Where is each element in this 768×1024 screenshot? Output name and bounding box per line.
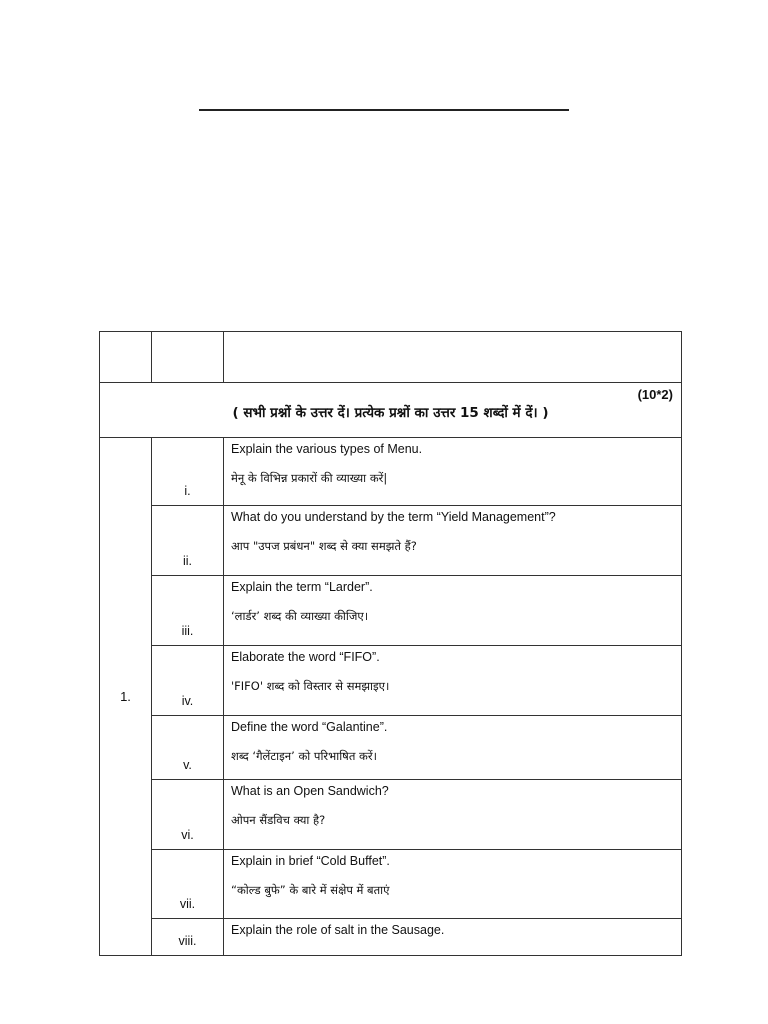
question-hindi: 'FIFO' शब्द को विस्तार से समझाइए।	[231, 679, 390, 693]
question-text-cell	[224, 438, 682, 506]
question-hindi: ओपन सैंडविच क्या है?	[231, 813, 326, 827]
question-hindi: मेनू के विभिन्न प्रकारों की व्याख्या करें|	[231, 471, 388, 485]
question-text-cell	[224, 646, 682, 716]
question-hindi: “कोल्ड बुफे” के बारे में संक्षेप में बताएं	[231, 883, 390, 897]
question-row	[100, 850, 682, 919]
header-rule	[199, 109, 569, 111]
instruction-text: ( सभी प्रश्नों के उत्तर दें। प्रत्येक प्रश्नों का उत्तर 15 शब्दों में दें। )	[232, 405, 549, 421]
sub-question-number: iv.	[152, 646, 224, 716]
blank-cell	[152, 332, 224, 383]
question-english: What do you understand by the term “Yield Management”?	[231, 510, 556, 524]
sub-question-number: v.	[152, 716, 224, 780]
question-row	[100, 780, 682, 850]
question-english: Explain in brief “Cold Buffet”.	[231, 854, 390, 868]
question-number: 1.	[100, 438, 152, 956]
question-english: Explain the various types of Menu.	[231, 442, 423, 456]
question-english: Define the word “Galantine”.	[231, 720, 388, 734]
blank-cell	[224, 332, 682, 383]
sub-question-number: i.	[152, 438, 224, 506]
sub-question-number: viii.	[152, 919, 224, 956]
question-text-cell	[224, 576, 682, 646]
question-text-cell	[224, 780, 682, 850]
question-text-cell	[224, 919, 682, 956]
question-hindi: आप "उपज प्रबंधन" शब्द से क्या समझते हैं?	[231, 539, 417, 553]
question-hindi: शब्द ‘गैलेंटाइन’ को परिभाषित करें।	[231, 749, 377, 763]
question-row	[100, 646, 682, 716]
question-hindi: ‘लार्डर’ शब्द की व्याख्या कीजिए।	[231, 609, 369, 623]
question-row	[100, 506, 682, 576]
sub-question-number: ii.	[152, 506, 224, 576]
sub-question-number: iii.	[152, 576, 224, 646]
question-table	[99, 331, 682, 956]
question-row	[100, 438, 682, 506]
question-english: What is an Open Sandwich?	[231, 784, 389, 798]
question-text-cell	[224, 850, 682, 919]
instruction-row	[100, 383, 682, 438]
question-english: Explain the role of salt in the Sausage.	[231, 923, 445, 937]
blank-header-row	[100, 332, 682, 383]
question-row	[100, 716, 682, 780]
marks-label: (10*2)	[637, 387, 673, 402]
question-text-cell	[224, 716, 682, 780]
sub-question-number: vii.	[152, 850, 224, 919]
question-row	[100, 919, 682, 956]
instruction-cell	[100, 383, 682, 438]
question-english: Explain the term “Larder”.	[231, 580, 373, 594]
question-english: Elaborate the word “FIFO”.	[231, 650, 380, 664]
sub-question-number: vi.	[152, 780, 224, 850]
blank-cell	[100, 332, 152, 383]
question-text-cell	[224, 506, 682, 576]
question-row	[100, 576, 682, 646]
